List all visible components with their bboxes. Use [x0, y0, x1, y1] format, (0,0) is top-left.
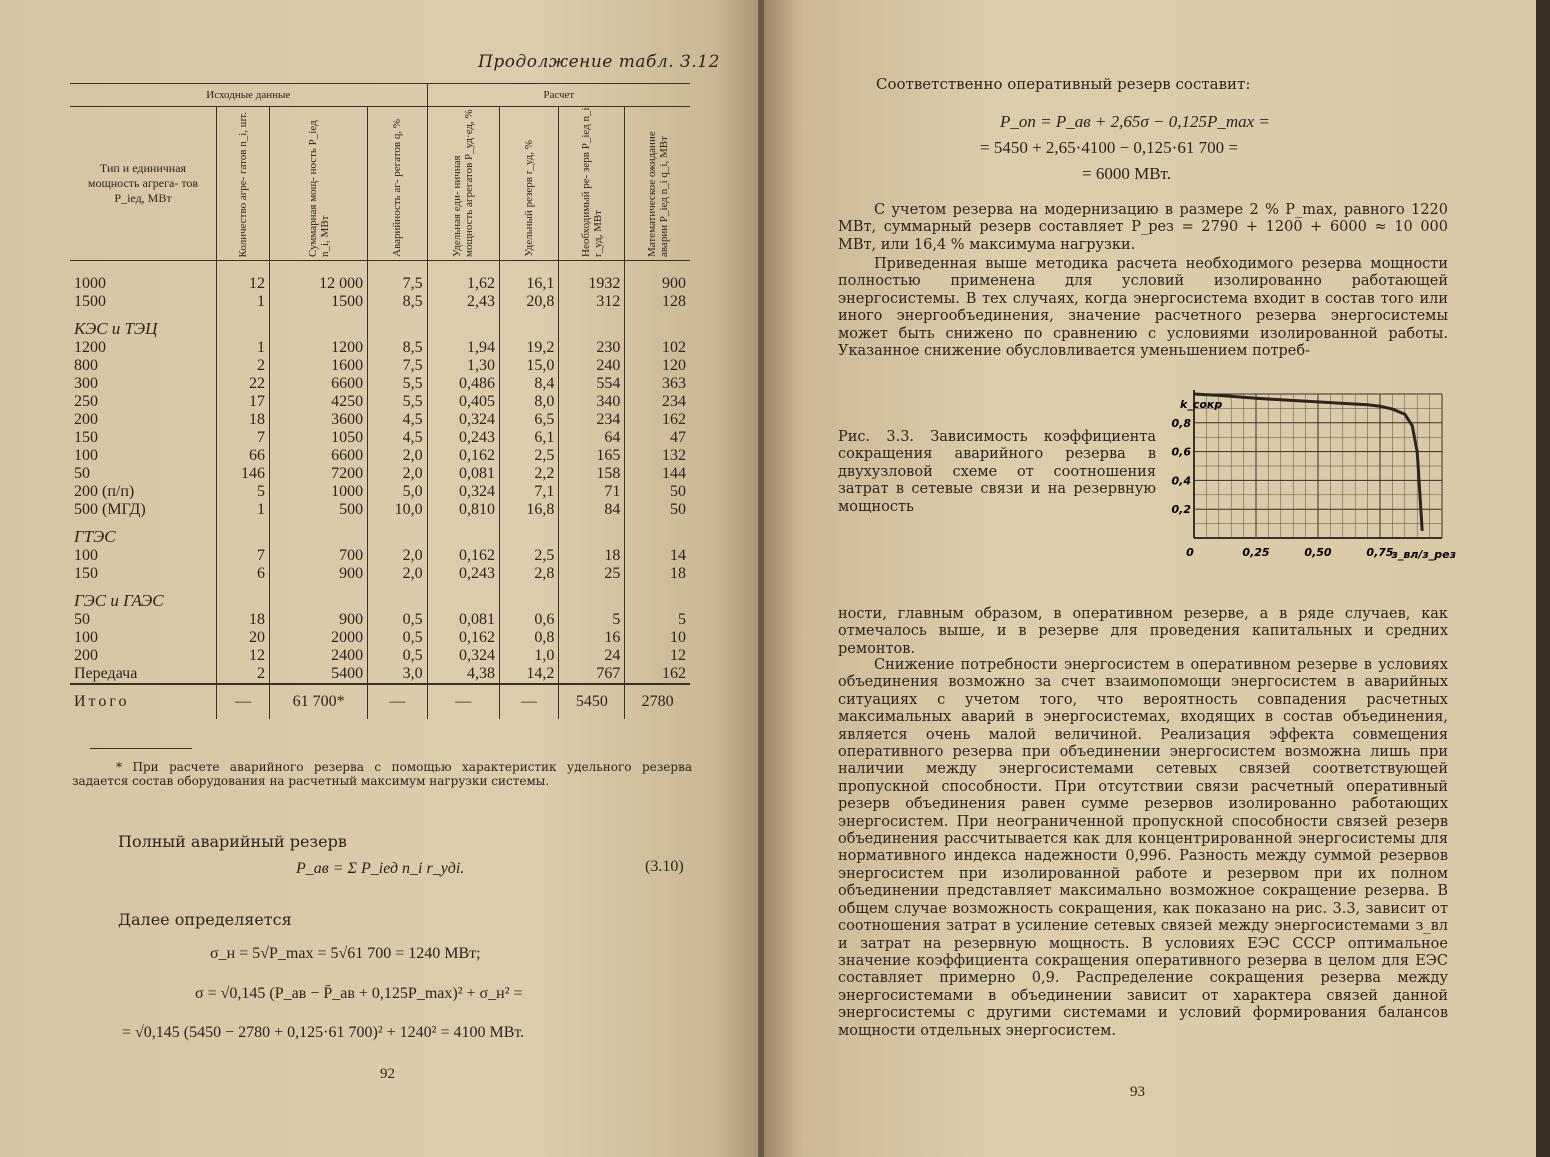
table-row [70, 275, 690, 293]
cell-exp: 50 [625, 483, 690, 501]
empty-cell [499, 261, 558, 275]
empty-cell [368, 583, 427, 611]
cell-total: 1000 [270, 483, 368, 501]
total-exp: 2780 [625, 684, 690, 719]
cell-need: 340 [559, 393, 625, 411]
cell-q: 8,5 [368, 293, 427, 311]
left-page [0, 0, 760, 1157]
x-tick-label: 0,75 [1366, 546, 1394, 559]
cell-r: 2,5 [499, 447, 558, 465]
cell-n: 18 [217, 411, 270, 429]
cell-type: 500 (МГД) [74, 500, 146, 518]
cell-n: 18 [217, 611, 270, 629]
header-col-needed-reserve: Необходимый ре- зерв P_iед n_i r_уд, МВт [559, 107, 625, 261]
table-row [70, 447, 690, 465]
cell-unit: 0,081 [427, 611, 499, 629]
cell-r: 8,4 [499, 375, 558, 393]
cell-q: 4,5 [368, 429, 427, 447]
cell-type: 200 [74, 410, 98, 428]
empty-cell [70, 261, 217, 275]
cell-exp: 363 [625, 375, 690, 393]
cell-type: 50 [74, 610, 90, 628]
cell-unit: 0,243 [427, 565, 499, 583]
cell-q: 2,0 [368, 447, 427, 465]
y-tick-label: 0,2 [1171, 503, 1191, 517]
cell-type: 800 [74, 356, 98, 374]
cell-type: 100 [74, 546, 98, 564]
empty-cell [625, 583, 690, 611]
empty-cell [217, 261, 270, 275]
cell-exp: 162 [625, 411, 690, 429]
cell-exp: 162 [625, 665, 690, 684]
cell-total: 2000 [270, 629, 368, 647]
cell-exp: 47 [625, 429, 690, 447]
cell-n: 2 [217, 665, 270, 684]
cell-unit: 1,94 [427, 339, 499, 357]
cell-total: 700 [270, 547, 368, 565]
cell-unit: 0,162 [427, 547, 499, 565]
cell-r: 15,0 [499, 357, 558, 375]
cell-r: 6,5 [499, 411, 558, 429]
cell-need: 24 [559, 647, 625, 665]
cell-total: 6600 [270, 447, 368, 465]
table-row [70, 375, 690, 393]
empty-cell [368, 519, 427, 547]
cell-need: 1932 [559, 275, 625, 293]
cell-need: 240 [559, 357, 625, 375]
table-row [70, 501, 690, 519]
table-row [70, 647, 690, 665]
empty-cell [217, 519, 270, 547]
text-full-reserve: Полный аварийный резерв [118, 832, 347, 851]
cell-exp: 14 [625, 547, 690, 565]
x-tick-label: 0,50 [1304, 546, 1332, 559]
empty-cell [368, 311, 427, 339]
empty-cell [427, 519, 499, 547]
formula-op-1: P_оп = P_ав + 2,65σ − 0,125P_max = [1000, 112, 1270, 131]
cell-unit: 0,162 [427, 629, 499, 647]
table-row [70, 429, 690, 447]
reduction-curve [1194, 394, 1422, 531]
header-col-total-power: Суммарная мощ- ность P_iед n_i, МВт [270, 107, 368, 261]
cell-n: 7 [217, 429, 270, 447]
total-n: — [217, 684, 270, 719]
cell-type: 250 [74, 392, 98, 410]
cell-type: 200 [74, 646, 98, 664]
cell-type: 300 [74, 374, 98, 392]
cell-exp: 10 [625, 629, 690, 647]
cell-unit: 1,30 [427, 357, 499, 375]
chart-ylabel: k_сокр [1180, 398, 1223, 411]
table-footnote: * При расчете аварийного резерва с помощью характеристик удельного резерва задается состав оборудования на расчетный максимум нагрузки системы. [72, 760, 692, 788]
table-row [70, 665, 690, 684]
cell-r: 2,8 [499, 565, 558, 583]
header-col-unit-power: Удельная еди- ничная мощность агрегатов P_уд·ед, % [427, 107, 499, 261]
cell-need: 230 [559, 339, 625, 357]
cell-q: 4,5 [368, 411, 427, 429]
cell-total: 900 [270, 611, 368, 629]
cell-need: 234 [559, 411, 625, 429]
cell-n: 1 [217, 501, 270, 519]
text-next: Далее определяется [118, 910, 292, 929]
text-intro: Соответственно оперативный резерв составит: [876, 75, 1251, 93]
cell-exp: 12 [625, 647, 690, 665]
cell-need: 25 [559, 565, 625, 583]
cell-exp: 102 [625, 339, 690, 357]
figure-caption: Рис. 3.3. Зависимость коэффициента сокращения аварийного резерва в двухузловой схеме от соотношения затрат в сетевые связи и на резервную мощность [838, 429, 1156, 515]
paragraph-3: ности, главным образом, в оперативном резерве, а в ряде случаев, как отмечалось выше, и в резерве для проведения капитальных и средних ремонтов. [838, 606, 1448, 657]
cell-q: 5,0 [368, 483, 427, 501]
cell-n: 66 [217, 447, 270, 465]
cell-q: 7,5 [368, 275, 427, 293]
cell-unit: 4,38 [427, 665, 499, 684]
cell-n: 6 [217, 565, 270, 583]
table-row [70, 357, 690, 375]
cell-r: 2,2 [499, 465, 558, 483]
empty-cell [625, 311, 690, 339]
cell-exp: 18 [625, 565, 690, 583]
cell-q: 2,0 [368, 465, 427, 483]
cell-unit: 0,405 [427, 393, 499, 411]
cell-total: 2400 [270, 647, 368, 665]
cell-q: 3,0 [368, 665, 427, 684]
cell-n: 2 [217, 357, 270, 375]
total-total: 61 700* [270, 684, 368, 719]
total-r: — [499, 684, 558, 719]
formula-op-3: = 6000 МВт. [1082, 164, 1171, 183]
cell-total: 12 000 [270, 275, 368, 293]
y-tick-label: 0,6 [1171, 445, 1191, 459]
cell-unit: 0,486 [427, 375, 499, 393]
cell-unit: 0,162 [427, 447, 499, 465]
table-group-row [70, 583, 690, 611]
cell-type: 1000 [74, 274, 106, 292]
empty-cell [270, 261, 368, 275]
empty-cell [427, 261, 499, 275]
cell-total: 3600 [270, 411, 368, 429]
cell-total: 4250 [270, 393, 368, 411]
chart-grid [1194, 390, 1442, 538]
table-continuation-caption: Продолжение табл. 3.12 [478, 52, 720, 72]
cell-total: 1050 [270, 429, 368, 447]
empty-cell [559, 261, 625, 275]
cell-q: 7,5 [368, 357, 427, 375]
empty-cell [499, 583, 558, 611]
group-label: ГТЭС [74, 526, 116, 546]
header-group-calc: Расчет [427, 84, 690, 107]
cell-type: 100 [74, 446, 98, 464]
formula-sigma-calc: = √0,145 (5450 − 2780 + 0,125·61 700)² + 1240² = 4100 МВт. [122, 1024, 525, 1041]
table-row [70, 547, 690, 565]
header-col-type: Тип и единичная мощность агрега- тов P_iед, МВт [87, 161, 199, 205]
cell-need: 554 [559, 375, 625, 393]
cell-unit: 0,324 [427, 647, 499, 665]
cell-q: 0,5 [368, 629, 427, 647]
group-label: КЭС и ТЭЦ [74, 318, 158, 338]
cell-n: 12 [217, 275, 270, 293]
cell-total: 5400 [270, 665, 368, 684]
table-row [70, 293, 690, 311]
cell-r: 8,0 [499, 393, 558, 411]
cell-type: Передача [74, 664, 138, 682]
cell-type: 100 [74, 628, 98, 646]
header-col-count: Количество агре- гатов n_i, шт. [217, 107, 270, 261]
y-tick-label: 0,4 [1171, 474, 1191, 488]
empty-cell [559, 519, 625, 547]
book-edge [1536, 0, 1550, 1157]
table-row [70, 465, 690, 483]
spacer-row [70, 261, 690, 275]
empty-cell [217, 583, 270, 611]
cell-unit: 0,324 [427, 483, 499, 501]
cell-type: 50 [74, 464, 90, 482]
cell-need: 16 [559, 629, 625, 647]
cell-q: 5,5 [368, 393, 427, 411]
cell-r: 1,0 [499, 647, 558, 665]
cell-exp: 50 [625, 501, 690, 519]
cell-r: 7,1 [499, 483, 558, 501]
cell-need: 71 [559, 483, 625, 501]
cell-q: 5,5 [368, 375, 427, 393]
empty-cell [559, 583, 625, 611]
cell-q: 10,0 [368, 501, 427, 519]
cell-need: 84 [559, 501, 625, 519]
chart-xlabel: з_вл/з_рез [1391, 548, 1456, 561]
paragraph-2: Приведенная выше методика расчета необходимого резерва мощности полностью применена для условий изолированно работающей энергосистемы. В тех случаях, когда энергосистема входит в состав того или иного энергообъединения, значение расчетного резерва энергосистемы может быть снижено по сравнению с условиями изолированной работы. Указанное снижение обусловливается уменьшением потреб- [838, 256, 1448, 360]
table-row [70, 411, 690, 429]
cell-unit: 2,43 [427, 293, 499, 311]
cell-total: 1600 [270, 357, 368, 375]
cell-need: 158 [559, 465, 625, 483]
cell-total: 6600 [270, 375, 368, 393]
cell-q: 2,0 [368, 547, 427, 565]
formula-sigma-n: σ_н = 5√P_max = 5√61 700 = 1240 МВт; [210, 945, 481, 962]
cell-exp: 5 [625, 611, 690, 629]
cell-need: 165 [559, 447, 625, 465]
cell-total: 1500 [270, 293, 368, 311]
cell-r: 0,8 [499, 629, 558, 647]
cell-n: 22 [217, 375, 270, 393]
empty-cell [559, 311, 625, 339]
y-tick-label: 0,8 [1171, 416, 1191, 430]
cell-n: 1 [217, 339, 270, 357]
cell-q: 0,5 [368, 647, 427, 665]
cell-n: 5 [217, 483, 270, 501]
cell-unit: 0,081 [427, 465, 499, 483]
cell-q: 2,0 [368, 565, 427, 583]
table-total-row [70, 684, 690, 719]
cell-exp: 132 [625, 447, 690, 465]
cell-exp: 128 [625, 293, 690, 311]
empty-cell [625, 519, 690, 547]
cell-r: 16,1 [499, 275, 558, 293]
empty-cell [427, 583, 499, 611]
empty-cell [625, 261, 690, 275]
formula-number: (3.10) [645, 858, 684, 875]
table-group-row [70, 519, 690, 547]
cell-r: 16,8 [499, 501, 558, 519]
cell-type: 1500 [74, 292, 106, 310]
formula-sigma: σ = √0,145 (P_ав − P̄_ав + 0,125P_max)² + σ_н² = [195, 985, 523, 1002]
cell-r: 2,5 [499, 547, 558, 565]
x-tick-label: 0 [1186, 546, 1194, 559]
cell-need: 767 [559, 665, 625, 684]
paragraph-1: С учетом резерва на модернизацию в размере 2 % P_max, равного 1220 МВт, суммарный резерв составляет P_рез = 2790 + 1200 + 6000 ≈ 10 000 МВт, или 16,4 % максимума нагрузки. [838, 202, 1448, 253]
cell-r: 20,8 [499, 293, 558, 311]
table-row [70, 483, 690, 501]
data-table [70, 83, 690, 719]
empty-cell [499, 311, 558, 339]
cell-exp: 900 [625, 275, 690, 293]
empty-cell [427, 311, 499, 339]
cell-total: 1200 [270, 339, 368, 357]
cell-n: 12 [217, 647, 270, 665]
empty-cell [217, 311, 270, 339]
table-body [70, 261, 690, 719]
cell-type: 200 (п/п) [74, 482, 135, 500]
cell-n: 1 [217, 293, 270, 311]
x-tick-label: 0,25 [1242, 546, 1270, 559]
cell-total: 7200 [270, 465, 368, 483]
formula-op-2: = 5450 + 2,65·4100 − 0,125·61 700 = [980, 138, 1238, 157]
cell-n: 7 [217, 547, 270, 565]
cell-r: 0,6 [499, 611, 558, 629]
total-label: Итого [74, 692, 130, 710]
table-group-row [70, 311, 690, 339]
cell-total: 500 [270, 501, 368, 519]
cell-need: 18 [559, 547, 625, 565]
cell-n: 20 [217, 629, 270, 647]
cell-need: 64 [559, 429, 625, 447]
cell-unit: 0,324 [427, 411, 499, 429]
cell-need: 5 [559, 611, 625, 629]
table-row [70, 611, 690, 629]
cell-n: 146 [217, 465, 270, 483]
empty-cell [368, 261, 427, 275]
formula-3-10: P_ав = Σ P_iед n_i r_удi. [296, 860, 465, 877]
footnote-rule [90, 748, 192, 749]
page-number-left: 92 [380, 1066, 395, 1082]
total-need: 5450 [559, 684, 625, 719]
empty-cell [499, 519, 558, 547]
cell-total: 900 [270, 565, 368, 583]
cell-exp: 144 [625, 465, 690, 483]
header-col-specific-reserve: Удельный резерв r_уд, % [499, 107, 558, 261]
empty-cell [270, 519, 368, 547]
empty-cell [270, 311, 368, 339]
cell-need: 312 [559, 293, 625, 311]
group-label: ГЭС и ГАЭС [74, 590, 164, 610]
cell-type: 150 [74, 428, 98, 446]
page-number-right: 93 [1130, 1084, 1145, 1100]
cell-n: 17 [217, 393, 270, 411]
header-col-failure: Аварийность аг- регатов q, % [368, 107, 427, 261]
cell-r: 6,1 [499, 429, 558, 447]
cell-r: 14,2 [499, 665, 558, 684]
table-row [70, 565, 690, 583]
header-group-source: Исходные данные [70, 84, 427, 107]
cell-q: 0,5 [368, 611, 427, 629]
total-unit: — [427, 684, 499, 719]
cell-exp: 120 [625, 357, 690, 375]
header-col-expectation: Математическое ожидание аварии P_iед n_i q_i, МВт [625, 107, 690, 261]
cell-exp: 234 [625, 393, 690, 411]
paragraph-4: Снижение потребности энергосистем в оперативном резерве в условиях объединения возможно за счет взаимопомощи энергосистем в аварийных ситуациях с учетом того, что вероятность совпадения расчетных максимальных аварий в энергосистемах, входящих в состав объединения, является очень малой величиной. Реализация эффекта совмещения оперативного резерва при объединении энергосистем возможна лишь при наличии между энергосистемами сетевых связей соответствующей пропускной способности. При отсутствии связи расчетный оперативный резерв объединения равен сумме резервов изолированно работающих энергосистем. При неограниченной пропускной способности связей резерв объединения рассчитывается как для концентрированной энергосистемы для нормативного индекса надежности 0,996. Разность между суммой резервов энергосистем при изолированной работе и резервом при их полном объединении представляет максимально возможное сокращение резерва. В общем случае возможность сокращения, как показано на рис. 3.3, зависит от соотношения затрат в усиление сетевых связей между энергосистемами з_вл и затрат на резервную мощность. В условиях ЕЭС СССР оптимальное значение коэффициента сокращения оперативного резерва в целом для ЕЭС составляет примерно 0,9. Распределение сокращения резерва между энергосистемами в объединении зависит от характера связей данной энергосистемы с другими системами и условий формирования балансов мощности отдельных энергосистем. [838, 657, 1448, 1039]
cell-unit: 0,810 [427, 501, 499, 519]
cell-type: 1200 [74, 338, 106, 356]
figure-3-3-chart [1168, 388, 1458, 568]
cell-unit: 1,62 [427, 275, 499, 293]
table-row [70, 629, 690, 647]
cell-q: 8,5 [368, 339, 427, 357]
cell-unit: 0,243 [427, 429, 499, 447]
cell-r: 19,2 [499, 339, 558, 357]
cell-type: 150 [74, 564, 98, 582]
table-row [70, 339, 690, 357]
total-q: — [368, 684, 427, 719]
table-row [70, 393, 690, 411]
empty-cell [270, 583, 368, 611]
